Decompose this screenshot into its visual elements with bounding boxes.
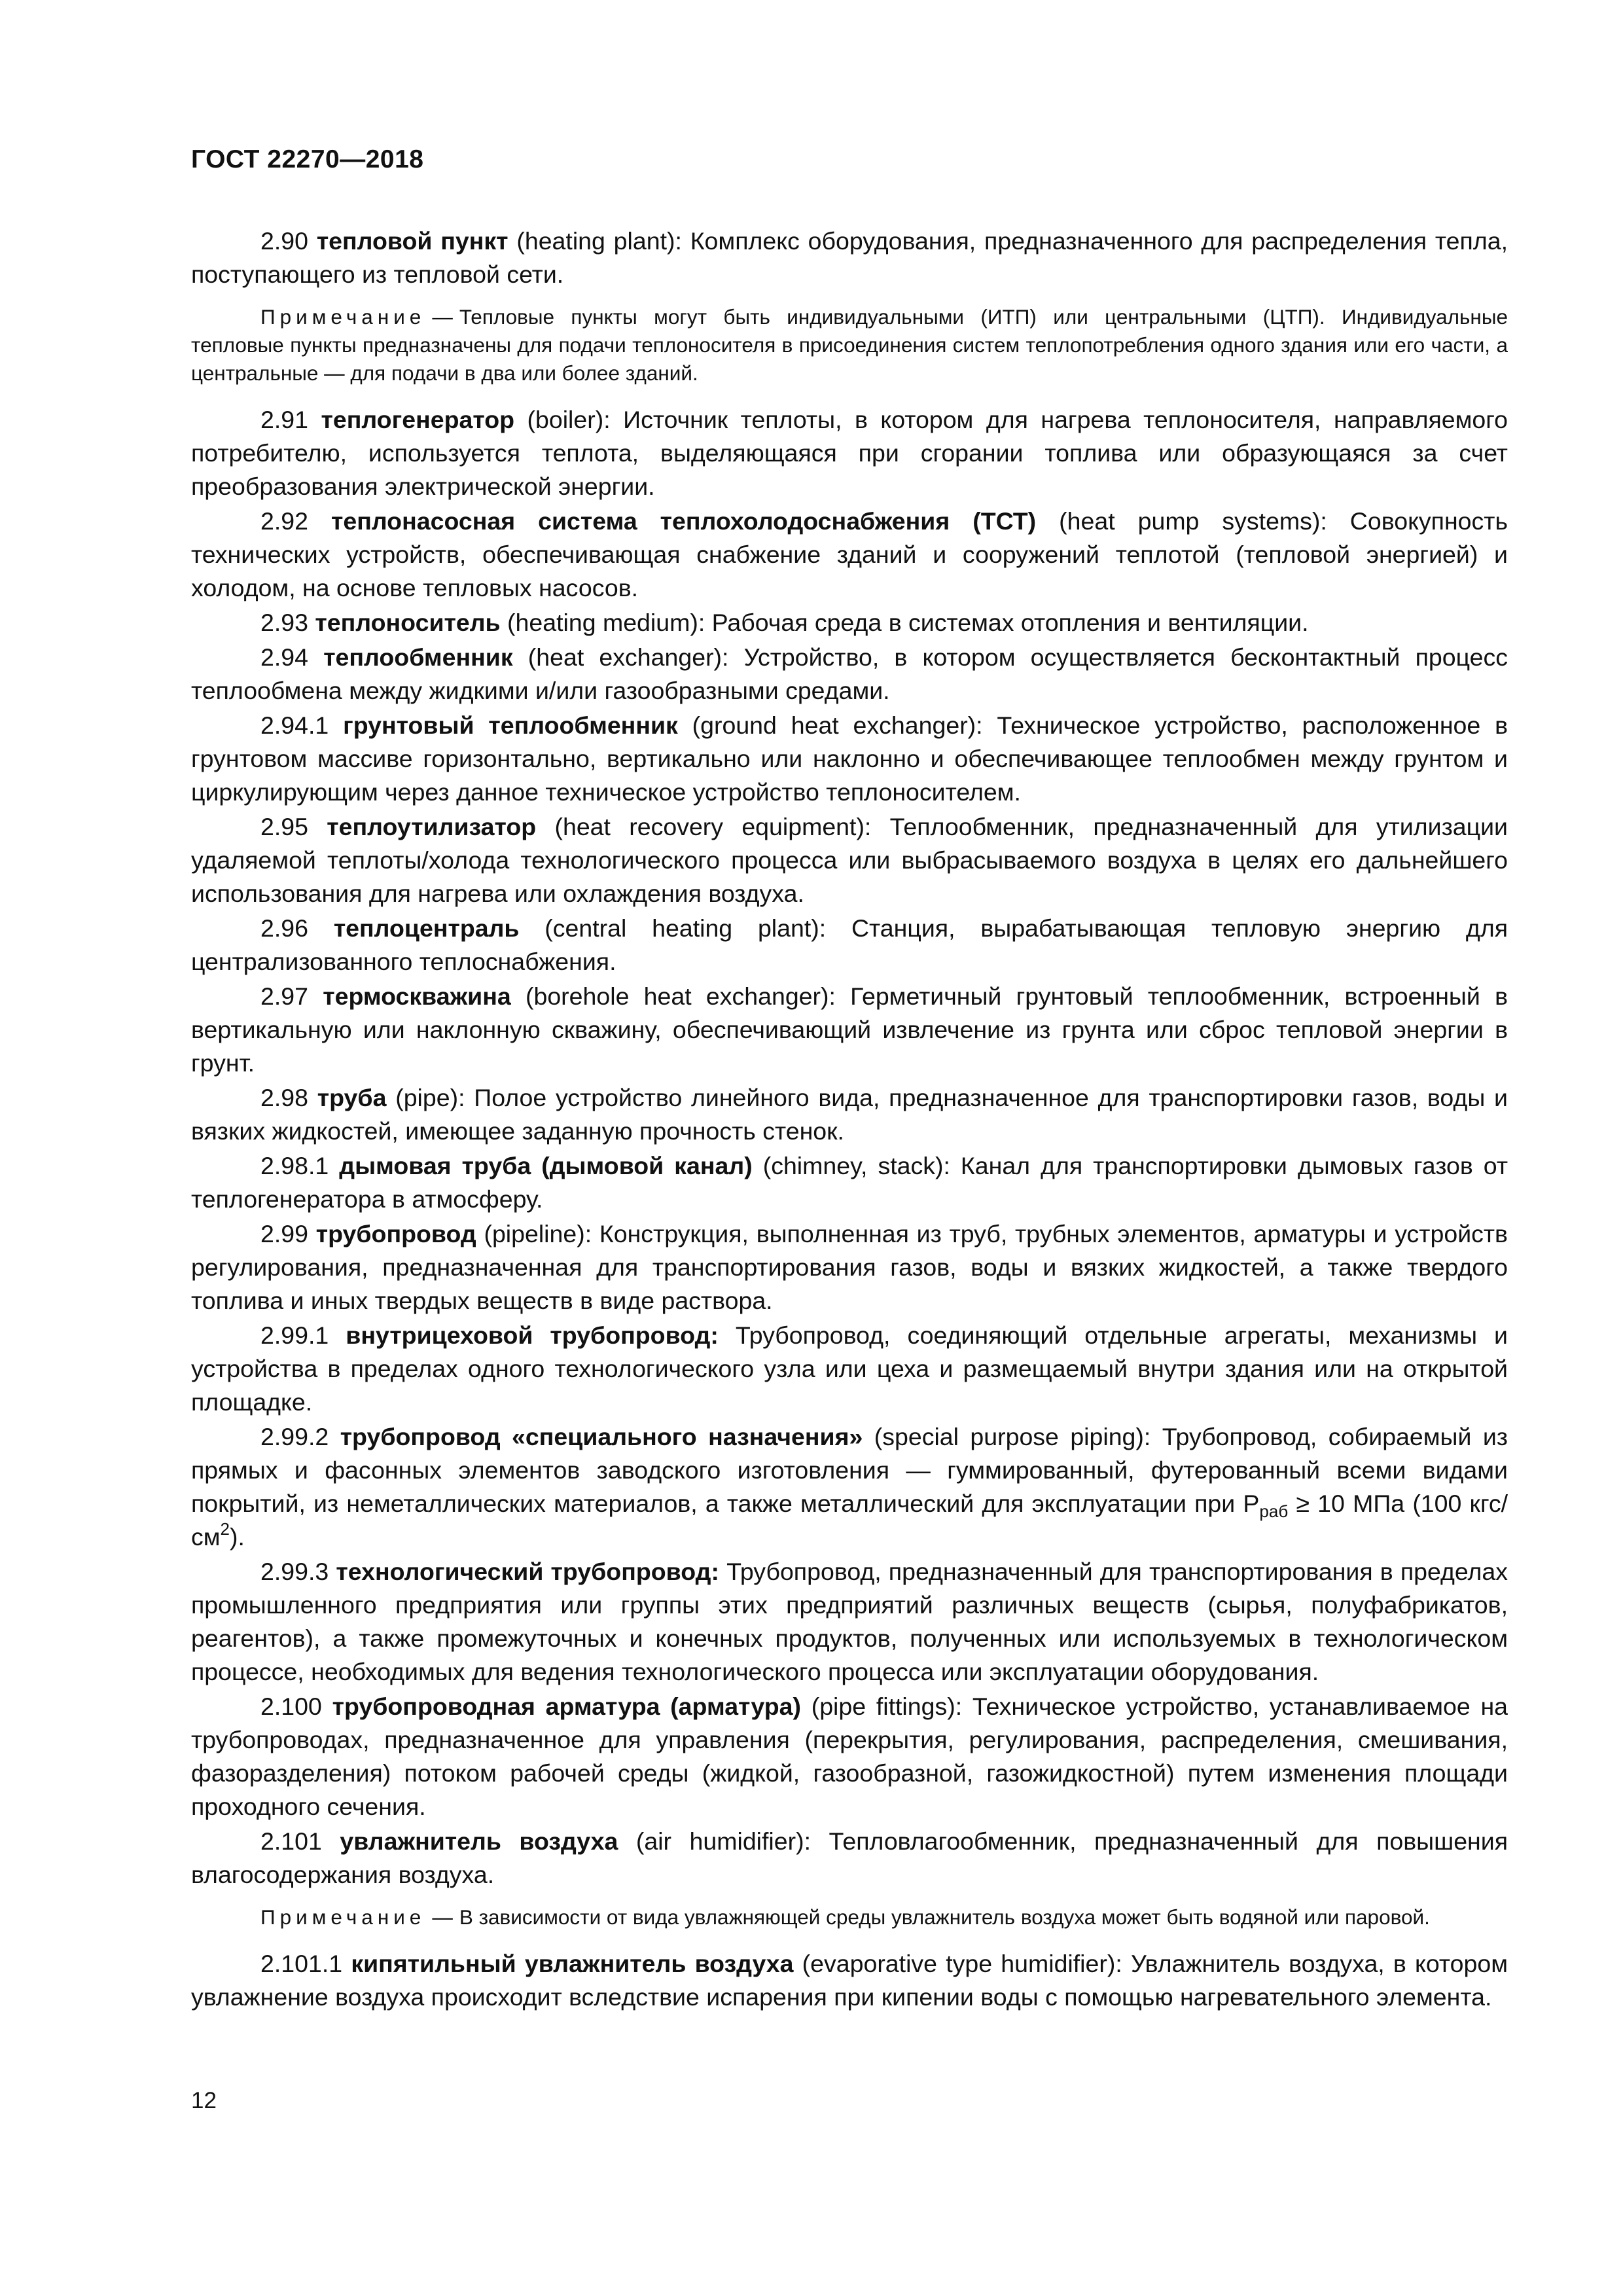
term-number: 2.94: [260, 643, 308, 671]
term-definition: (heat recovery equipment): Теплообменник, предназначенный для утилизации удаляемой теплоты/холода технологического процесса или выбрасываемого воздуха в целях его дальнейшего использования для нагрева или охлаждения воздуха.: [191, 813, 1508, 907]
term-number: 2.92: [260, 507, 308, 535]
term-number: 2.94.1: [260, 711, 329, 739]
term-name: теплообменник: [323, 643, 513, 671]
term-entry: [191, 403, 1508, 503]
term-definition: (air humidifier): Тепловлагообменник, предназначенный для повышения влагосодержания воздуха.: [191, 1827, 1508, 1888]
note-text: В зависимости от вида увлажняющей среды увлажнитель воздуха может быть водяной или паровой.: [459, 1905, 1430, 1929]
term-entry: [191, 810, 1508, 910]
term-definition: (evaporative type humidifier): Увлажнитель воздуха, в котором увлажнение воздуха происходит вследствие испарения при кипении воды с помощью нагревательного элемента.: [191, 1950, 1508, 2011]
term-number: 2.99.2: [260, 1423, 329, 1450]
term-definition: (heating medium): Рабочая среда в системах отопления и вентиляции.: [500, 609, 1309, 636]
term-definition-end: ).: [230, 1523, 245, 1551]
term-number: 2.100: [260, 1693, 322, 1720]
note-label: Примечание: [260, 1905, 426, 1929]
term-entry: [191, 1149, 1508, 1216]
term-name: увлажнитель воздуха: [340, 1827, 618, 1855]
note: [191, 1903, 1508, 1931]
term-number: 2.99: [260, 1220, 308, 1247]
term-entry: [191, 1217, 1508, 1318]
term-name: трубопровод: [315, 1220, 476, 1247]
term-name: грунтовый теплообменник: [343, 711, 678, 739]
term-number: 2.95: [260, 813, 308, 840]
term-name: термоскважина: [323, 982, 511, 1010]
term-entry: [191, 980, 1508, 1080]
term-name: труба: [317, 1084, 387, 1111]
term-entry: [191, 224, 1508, 291]
term-entry: [191, 1947, 1508, 2014]
term-definition: (pipe fittings): Техническое устройство, устанавливаемое на трубопроводах, предназначенное для управления (перекрытия, регулирования, распределения, смешивания, фазоразделения) потоком рабочей среды (жидкой, газообразной, газожидкостной) путем изменения площади проходного сечения.: [191, 1693, 1508, 1820]
term-number: 2.90: [260, 227, 308, 255]
term-definition: (borehole heat exchanger): Герметичный грунтовый теплообменник, встроенный в вертикальную или наклонную скважину, обеспечивающий извлечение из грунта или сброс тепловой энергии в грунт.: [191, 982, 1508, 1077]
term-entry: [191, 1690, 1508, 1823]
term-entry: [191, 1825, 1508, 1892]
term-name: внутрицеховой трубопровод:: [346, 1321, 719, 1349]
note-dash: —: [432, 305, 453, 329]
term-name: теплоцентраль: [333, 914, 520, 942]
term-name: дымовая труба (дымовой канал): [339, 1152, 753, 1179]
term-entry: [191, 1420, 1508, 1554]
term-number: 2.97: [260, 982, 308, 1010]
term-name: технологический трубопровод:: [336, 1558, 719, 1585]
term-number: 2.98.1: [260, 1152, 329, 1179]
term-definition: (heating plant): Комплекс оборудования, предназначенного для распределения тепла, поступающего из тепловой сети.: [191, 227, 1508, 288]
document-body: [191, 224, 1508, 2015]
term-name: теплонасосная система теплохолодоснабжения (ТСТ): [330, 507, 1037, 535]
term-name: теплоноситель: [315, 609, 501, 636]
term-number: 2.96: [260, 914, 308, 942]
unit-superscript: 2: [220, 1519, 230, 1539]
term-entry: [191, 709, 1508, 809]
term-number: 2.99.1: [260, 1321, 329, 1349]
term-entry: [191, 1555, 1508, 1689]
term-name: трубопровод «специального назначения»: [340, 1423, 863, 1450]
note-text: Тепловые пункты могут быть индивидуальными (ИТП) или центральными (ЦТП). Индивидуальные тепловые пункты предназначены для подачи теплоносителя в присоединения систем теплопотребления одного здания или его части, а центральные — для подачи в два или более зданий.: [191, 305, 1508, 385]
term-number: 2.99.3: [260, 1558, 329, 1585]
term-name: теплоутилизатор: [327, 813, 537, 840]
term-name: тепловой пункт: [316, 227, 508, 255]
term-entry: [191, 1319, 1508, 1419]
term-entry: [191, 505, 1508, 605]
document-header: ГОСТ 22270—2018: [191, 145, 424, 173]
term-number: 2.91: [260, 406, 308, 433]
note: [191, 303, 1508, 387]
term-definition: (chimney, stack): Канал для транспортировки дымовых газов от теплогенератора в атмосферу.: [191, 1152, 1508, 1213]
term-number: 2.98: [260, 1084, 308, 1111]
term-number: 2.101: [260, 1827, 322, 1855]
pressure-subscript: раб: [1259, 1501, 1289, 1521]
term-definition: (heat pump systems): Совокупность технических устройств, обеспечивающая снабжение зданий и сооружений теплотой (тепловой энергией) и холодом, на основе тепловых насосов.: [191, 507, 1508, 601]
term-entry: [191, 641, 1508, 708]
term-definition: (boiler): Источник теплоты, в котором для нагрева теплоносителя, направляемого потребителю, используется теплота, выделяющаяся при сгорании топлива или образующаяся за счет преобразования электрической энергии.: [191, 406, 1508, 500]
term-definition: (ground heat exchanger): Техническое устройство, расположенное в грунтовом массиве горизонтально, вертикально или наклонно и обеспечивающее теплообмен между грунтом и циркулирующим через данное техническое устройство теплоносителем.: [191, 711, 1508, 806]
page-number: 12: [191, 2088, 217, 2113]
term-definition: (special purpose piping): Трубопровод, собираемый из прямых и фасонных элементов заводского изготовления — гуммированный, футерованный всеми видами покрытий, из неметаллических материалов, а также металлический для эксплуатации при P: [191, 1423, 1508, 1517]
note-label: Примечание: [260, 305, 426, 329]
term-entry: [191, 606, 1508, 639]
term-definition: Трубопровод, предназначенный для транспортирования в пределах промышленного предприятия или группы этих предприятий различных веществ (сырья, полуфабрикатов, реагентов), а также промежуточных и конечных продуктов, полученных или используемых в технологическом процессе, необходимых для ведения технологического процесса или эксплуатации оборудования.: [191, 1558, 1508, 1685]
term-number: 2.101.1: [260, 1950, 343, 1977]
term-definition: (pipeline): Конструкция, выполненная из труб, трубных элементов, арматуры и устройств регулирования, предназначенная для транспортирования газов, воды и вязких жидкостей, а также твердого топлива и иных твердых веществ в виде раствора.: [191, 1220, 1508, 1314]
term-entry: [191, 912, 1508, 978]
note-dash: —: [432, 1905, 453, 1929]
term-definition: (central heating plant): Станция, вырабатывающая тепловую энергию для централизованного теплоснабжения.: [191, 914, 1508, 975]
term-definition: (pipe): Полое устройство линейного вида, предназначенное для транспортировки газов, воды и вязких жидкостей, имеющее заданную прочность стенок.: [191, 1084, 1508, 1145]
term-definition: (heat exchanger): Устройство, в котором осуществляется бесконтактный процесс теплообмена между жидкими и/или газообразными средами.: [191, 643, 1508, 704]
term-number: 2.93: [260, 609, 308, 636]
term-name: трубопроводная арматура (арматура): [332, 1693, 801, 1720]
term-name: теплогенератор: [321, 406, 515, 433]
term-name: кипятильный увлажнитель воздуха: [351, 1950, 794, 1977]
term-definition: Трубопровод, соединяющий отдельные агрегаты, механизмы и устройства в пределах одного технологического узла или цеха и размещаемый внутри здания или на открытой площадке.: [191, 1321, 1508, 1416]
term-entry: [191, 1081, 1508, 1148]
term-definition-continued: ≥ 10 МПа (100 кгс/см: [191, 1490, 1508, 1551]
